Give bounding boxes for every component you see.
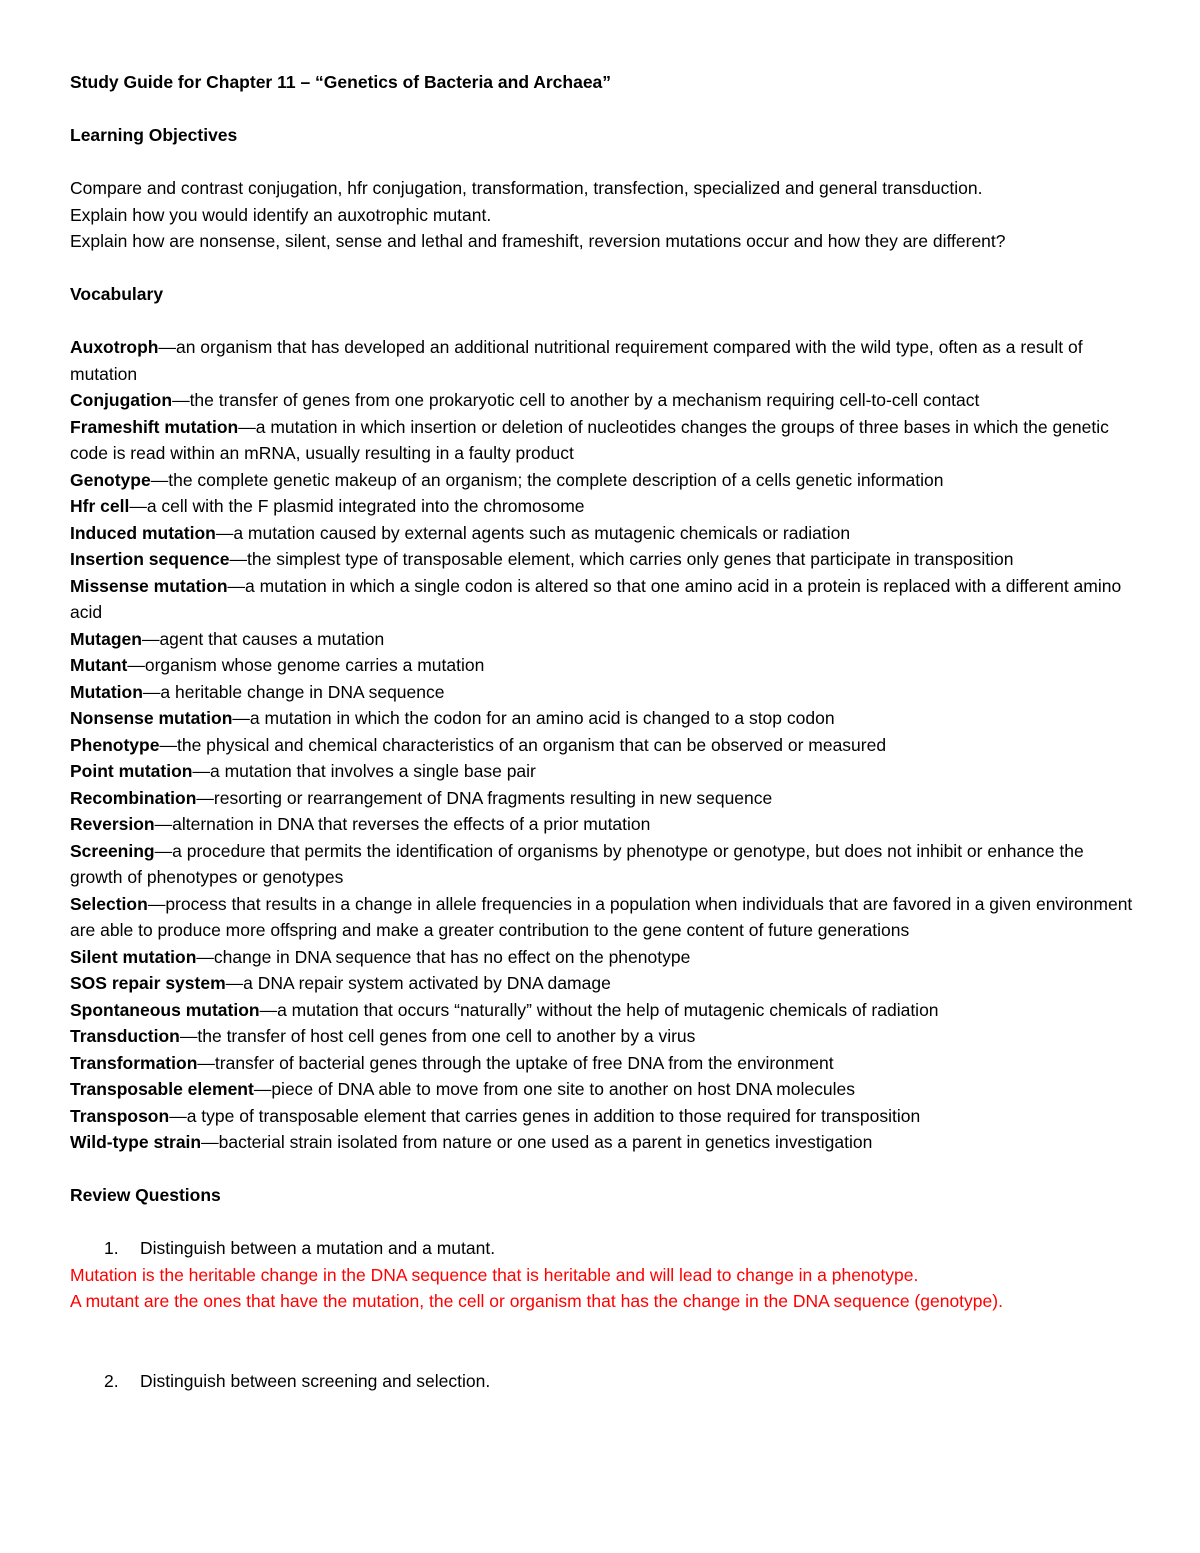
vocabulary-list xyxy=(70,334,1140,1156)
question-text: Distinguish between a mutation and a mutant. xyxy=(140,1238,496,1258)
vocabulary-definition: bacterial strain isolated from nature or one used as a parent in genetics investigation xyxy=(218,1132,873,1152)
vocabulary-definition: a type of transposable element that carries genes in addition to those required for transposition xyxy=(186,1105,921,1126)
vocabulary-term: Insertion sequence xyxy=(70,549,230,569)
vocabulary-separator: — xyxy=(253,1079,272,1099)
vocabulary-term: Silent mutation xyxy=(70,946,197,967)
vocabulary-definition: agent that causes a mutation xyxy=(159,628,385,649)
vocabulary-entry xyxy=(70,785,1140,812)
vocabulary-definition: a mutation in which the codon for an amino acid is changed to a stop codon xyxy=(249,708,835,728)
vocabulary-term: Spontaneous mutation xyxy=(70,999,260,1020)
vocabulary-entry xyxy=(70,414,1140,467)
vocabulary-term: Screening xyxy=(70,840,155,861)
vocabulary-term: Wild-type strain xyxy=(70,1132,202,1152)
question-number: 2. xyxy=(104,1370,119,1391)
vocabulary-definition: a mutation that involves a single base pair xyxy=(209,761,536,781)
vocabulary-term: Phenotype xyxy=(70,734,160,755)
vocabulary-entry xyxy=(70,1103,1140,1130)
vocabulary-separator: — xyxy=(129,496,147,516)
vocabulary-term: Conjugation xyxy=(70,390,173,410)
vocabulary-entry xyxy=(70,944,1140,971)
vocabulary-separator: — xyxy=(192,761,210,781)
vocabulary-definition: a DNA repair system activated by DNA damage xyxy=(243,973,611,993)
vocabulary-separator: — xyxy=(169,1105,187,1126)
vocabulary-entry xyxy=(70,891,1140,944)
vocabulary-term: Mutant xyxy=(70,655,128,675)
objective-item: Compare and contrast conjugation, hfr conjugation, transformation, transfection, specialized and general transduction. xyxy=(70,178,983,198)
vocabulary-entry xyxy=(70,970,1140,997)
vocabulary-definition: alternation in DNA that reverses the effects of a prior mutation xyxy=(172,814,651,834)
vocabulary-definition: a procedure that permits the identification of organisms by phenotype or genotype, but does not inhibit or enhance the growth of phenotypes or genotypes xyxy=(70,840,1084,887)
objective-item: Explain how are nonsense, silent, sense and lethal and frameshift, reversion mutations occur and how they are different? xyxy=(70,231,1006,251)
vocabulary-definition: a mutation in which insertion or deletion of nucleotides changes the groups of three bases in which the genetic code is read within an mRNA, usually resulting in a faulty product xyxy=(70,416,1109,463)
vocabulary-separator: — xyxy=(159,734,177,755)
vocabulary-separator: — xyxy=(158,337,176,357)
spacer xyxy=(70,1156,1140,1183)
vocabulary-term: Transformation xyxy=(70,1052,198,1073)
vocabulary-separator: — xyxy=(259,999,278,1020)
vocabulary-entry xyxy=(70,546,1140,573)
vocabulary-heading: Vocabulary xyxy=(70,284,164,304)
spacer xyxy=(70,1315,1140,1368)
vocabulary-separator: — xyxy=(141,628,160,649)
document-title: Study Guide for Chapter 11 – “Genetics of Bacteria and Archaea” xyxy=(70,72,612,92)
vocabulary-separator: — xyxy=(229,549,247,569)
vocabulary-separator: — xyxy=(150,469,169,490)
vocabulary-separator: — xyxy=(142,681,161,702)
vocabulary-entry xyxy=(70,1129,1140,1156)
spacer xyxy=(70,255,1140,282)
vocabulary-separator: — xyxy=(225,973,244,993)
question-number: 1. xyxy=(104,1238,119,1258)
vocabulary-definition: the physical and chemical characteristics of an organism that can be observed or measured xyxy=(176,734,887,755)
vocabulary-term: Nonsense mutation xyxy=(70,708,233,728)
vocabulary-definition: the simplest type of transposable element, which carries only genes that participate in transposition xyxy=(247,549,1014,569)
vocabulary-definition: a cell with the F plasmid integrated into the chromosome xyxy=(146,496,585,516)
spacer xyxy=(70,308,1140,335)
vocabulary-term: SOS repair system xyxy=(70,973,226,993)
vocabulary-separator: — xyxy=(179,1026,198,1046)
vocabulary-term: Missense mutation xyxy=(70,575,228,596)
vocabulary-term: Mutation xyxy=(70,681,143,702)
question-text: Distinguish between screening and selection. xyxy=(140,1370,491,1391)
vocabulary-term: Transduction xyxy=(70,1026,180,1046)
vocabulary-entry xyxy=(70,626,1140,653)
spacer xyxy=(70,96,1140,123)
vocabulary-definition: the transfer of genes from one prokaryotic cell to another by a mechanism requiring cell-to-cell contact xyxy=(189,390,980,410)
vocabulary-separator: — xyxy=(196,787,214,808)
vocabulary-separator: — xyxy=(196,946,214,967)
vocabulary-entry xyxy=(70,1050,1140,1077)
objective-item: Explain how you would identify an auxotrophic mutant. xyxy=(70,204,492,225)
answer-text: Mutation is the heritable change in the DNA sequence that is heritable and will lead to change in a phenotype. xyxy=(70,1264,919,1285)
vocabulary-definition: resorting or rearrangement of DNA fragments resulting in new sequence xyxy=(213,787,773,808)
learning-objectives-heading: Learning Objectives xyxy=(70,125,238,145)
vocabulary-entry xyxy=(70,1023,1140,1050)
vocabulary-entry xyxy=(70,997,1140,1024)
vocabulary-separator: — xyxy=(147,893,166,914)
vocabulary-separator: — xyxy=(197,1052,215,1073)
vocabulary-entry xyxy=(70,334,1140,387)
vocabulary-term: Transposable element xyxy=(70,1079,254,1099)
vocabulary-term: Recombination xyxy=(70,787,197,808)
vocabulary-definition: the complete genetic makeup of an organism; the complete description of a cells genetic information xyxy=(168,469,944,490)
vocabulary-term: Auxotroph xyxy=(70,337,159,357)
vocabulary-term: Frameshift mutation xyxy=(70,416,239,437)
vocabulary-separator: — xyxy=(154,814,173,834)
vocabulary-definition: an organism that has developed an additional nutritional requirement compared with the wild type, often as a result of mutation xyxy=(70,337,1083,384)
vocabulary-entry xyxy=(70,705,1140,732)
vocabulary-separator: — xyxy=(172,390,190,410)
review-question xyxy=(70,1368,1140,1395)
vocabulary-definition: organism whose genome carries a mutation xyxy=(144,655,485,675)
spacer xyxy=(70,149,1140,176)
vocabulary-separator: — xyxy=(127,655,145,675)
vocabulary-separator: — xyxy=(227,575,246,596)
vocabulary-entry xyxy=(70,732,1140,759)
vocabulary-definition: a mutation that occurs “naturally” without the help of mutagenic chemicals of radiation xyxy=(277,999,939,1020)
vocabulary-definition: a mutation caused by external agents such as mutagenic chemicals or radiation xyxy=(233,522,851,543)
vocabulary-entry xyxy=(70,387,1140,414)
vocabulary-term: Induced mutation xyxy=(70,522,216,543)
vocabulary-definition: piece of DNA able to move from one site to another on host DNA molecules xyxy=(271,1079,855,1099)
vocabulary-entry xyxy=(70,467,1140,494)
vocabulary-entry xyxy=(70,652,1140,679)
vocabulary-definition: the transfer of host cell genes from one cell to another by a virus xyxy=(197,1026,696,1046)
vocabulary-entry xyxy=(70,838,1140,891)
review-question xyxy=(70,1235,1140,1262)
vocabulary-definition: process that results in a change in allele frequencies in a population when individuals that are favored in a given environment are able to produce more offspring and make a greater contribution to the gene content of future generations xyxy=(70,893,1133,940)
vocabulary-entry xyxy=(70,520,1140,547)
vocabulary-definition: a heritable change in DNA sequence xyxy=(160,681,445,702)
vocabulary-term: Hfr cell xyxy=(70,496,130,516)
vocabulary-term: Selection xyxy=(70,893,148,914)
vocabulary-separator: — xyxy=(154,840,173,861)
vocabulary-term: Reversion xyxy=(70,814,155,834)
vocabulary-definition: transfer of bacterial genes through the uptake of free DNA from the environment xyxy=(214,1052,834,1073)
vocabulary-term: Transposon xyxy=(70,1105,170,1126)
vocabulary-separator: — xyxy=(232,708,250,728)
vocabulary-entry xyxy=(70,758,1140,785)
answer-text: A mutant are the ones that have the mutation, the cell or organism that has the change in the DNA sequence (genotype). xyxy=(70,1291,1003,1311)
vocabulary-entry xyxy=(70,1076,1140,1103)
vocabulary-term: Genotype xyxy=(70,469,151,490)
vocabulary-separator: — xyxy=(201,1132,219,1152)
vocabulary-definition: change in DNA sequence that has no effect on the phenotype xyxy=(213,946,691,967)
vocabulary-entry xyxy=(70,493,1140,520)
vocabulary-term: Point mutation xyxy=(70,761,193,781)
vocabulary-separator: — xyxy=(215,522,234,543)
vocabulary-entry xyxy=(70,679,1140,706)
vocabulary-term: Mutagen xyxy=(70,628,142,649)
spacer xyxy=(70,1209,1140,1236)
vocabulary-separator: — xyxy=(238,416,256,437)
vocabulary-entry xyxy=(70,573,1140,626)
review-questions-heading: Review Questions xyxy=(70,1185,221,1205)
vocabulary-entry xyxy=(70,811,1140,838)
vocabulary-definition: a mutation in which a single codon is altered so that one amino acid in a protein is replaced with a different amino acid xyxy=(70,575,1122,622)
